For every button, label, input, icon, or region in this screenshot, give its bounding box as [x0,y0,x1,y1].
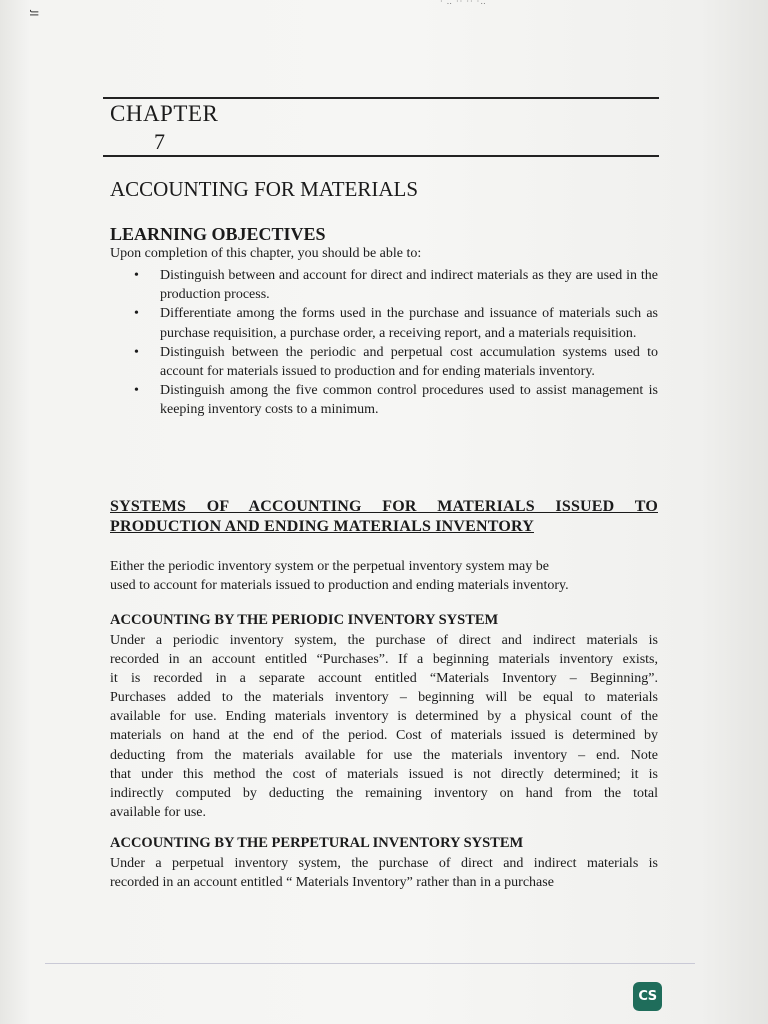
paragraph-line: available for use. [110,804,207,820]
bleed-through-text: · ‥ ·· ·· ·‥ [440,0,487,6]
perpetual-section-heading: ACCOUNTING BY THE PERPETURAL INVENTORY SYSTEM [110,835,524,851]
paragraph-line: it is recorded in a separate account entitled “Materials Inventory – Beginning”. [110,671,658,687]
paragraph-line: recorded in an account entitled “ Materials Inventory” rather than in a purchase [110,875,554,891]
objective-text: Differentiate among the forms used in the purchase and issuance of materials such as purchase requisition, a purchase order, a receiving report, and a materials requisition. [160,306,658,341]
paragraph-line: available for use. Ending materials inventory is determined by a physical count of the [110,709,658,725]
periodic-section-heading: ACCOUNTING BY THE PERIODIC INVENTORY SYSTEM [110,612,499,628]
bullet-icon: • [134,268,139,283]
systems-heading-line-1: SYSTEMS OF ACCOUNTING FOR MATERIALS ISSUED TO [110,498,658,515]
systems-heading-line-2: PRODUCTION AND ENDING MATERIALS INVENTORY [110,518,534,535]
paragraph-line: Under a perpetual inventory system, the purchase of direct and indirect materials is [110,856,658,871]
bullet-icon: • [134,306,139,322]
paragraph-line: materials on hand at the end of the period. Cost of materials issued is determined by [110,728,658,744]
objective-text: Distinguish between and account for direct and indirect materials as they are used in the production process. [160,268,658,303]
margin-handwritten-mark: ﺍﻟ [27,10,39,17]
paragraph-line: recorded in an account entitled “Purchases”. If a beginning materials inventory exists, [110,652,658,668]
objective-item [134,381,658,419]
bullet-icon: • [134,383,139,399]
paragraph-line: Purchases added to the materials inventory – beginning will be equal to materials [110,690,658,706]
camscanner-logo-icon [633,982,662,1011]
systems-intro-line-2: used to account for materials issued to production and ending materials inventory. [110,578,569,593]
page-bottom-rule [45,963,695,964]
systems-intro-paragraph [110,557,658,595]
paragraph-line: that under this method the cost of materials issued is not directly determined; it is [110,766,658,782]
systems-intro-line-1: Either the periodic inventory system or the perpetual inventory system may be [110,559,549,574]
systems-section-heading [110,497,658,537]
paragraph-line: Under a periodic inventory system, the purchase of direct and indirect materials is [110,633,658,648]
paragraph-line: deducting from the materials available for use the materials inventory – end. Note [110,747,658,763]
paragraph-line: indirectly computed by deducting the remaining inventory on hand from the total [110,785,658,801]
objective-item [134,343,658,381]
chapter-label: CHAPTER [110,101,219,126]
chapter-title: ACCOUNTING FOR MATERIALS [110,177,419,201]
chapter-number: 7 [154,129,165,154]
objective-text: Distinguish among the five common control procedures used to assist management is keeping inventory costs to a minimum. [160,383,658,418]
perpetual-section-paragraph [110,854,658,892]
camscanner-logo-label: CS [638,989,657,1004]
chapter-top-rule [103,97,659,99]
chapter-bottom-rule [103,155,659,157]
objective-text: Distinguish between the periodic and perpetual cost accumulation systems used to account for materials issued to production and for ending materials inventory. [160,344,658,380]
objective-item [134,266,658,304]
learning-objectives-heading: LEARNING OBJECTIVES [110,224,326,244]
learning-objectives-intro: Upon completion of this chapter, you should be able to: [110,246,422,261]
learning-objectives-list [134,266,658,420]
bullet-icon: • [134,344,139,360]
periodic-section-paragraph [110,631,658,822]
objective-item [134,304,658,342]
